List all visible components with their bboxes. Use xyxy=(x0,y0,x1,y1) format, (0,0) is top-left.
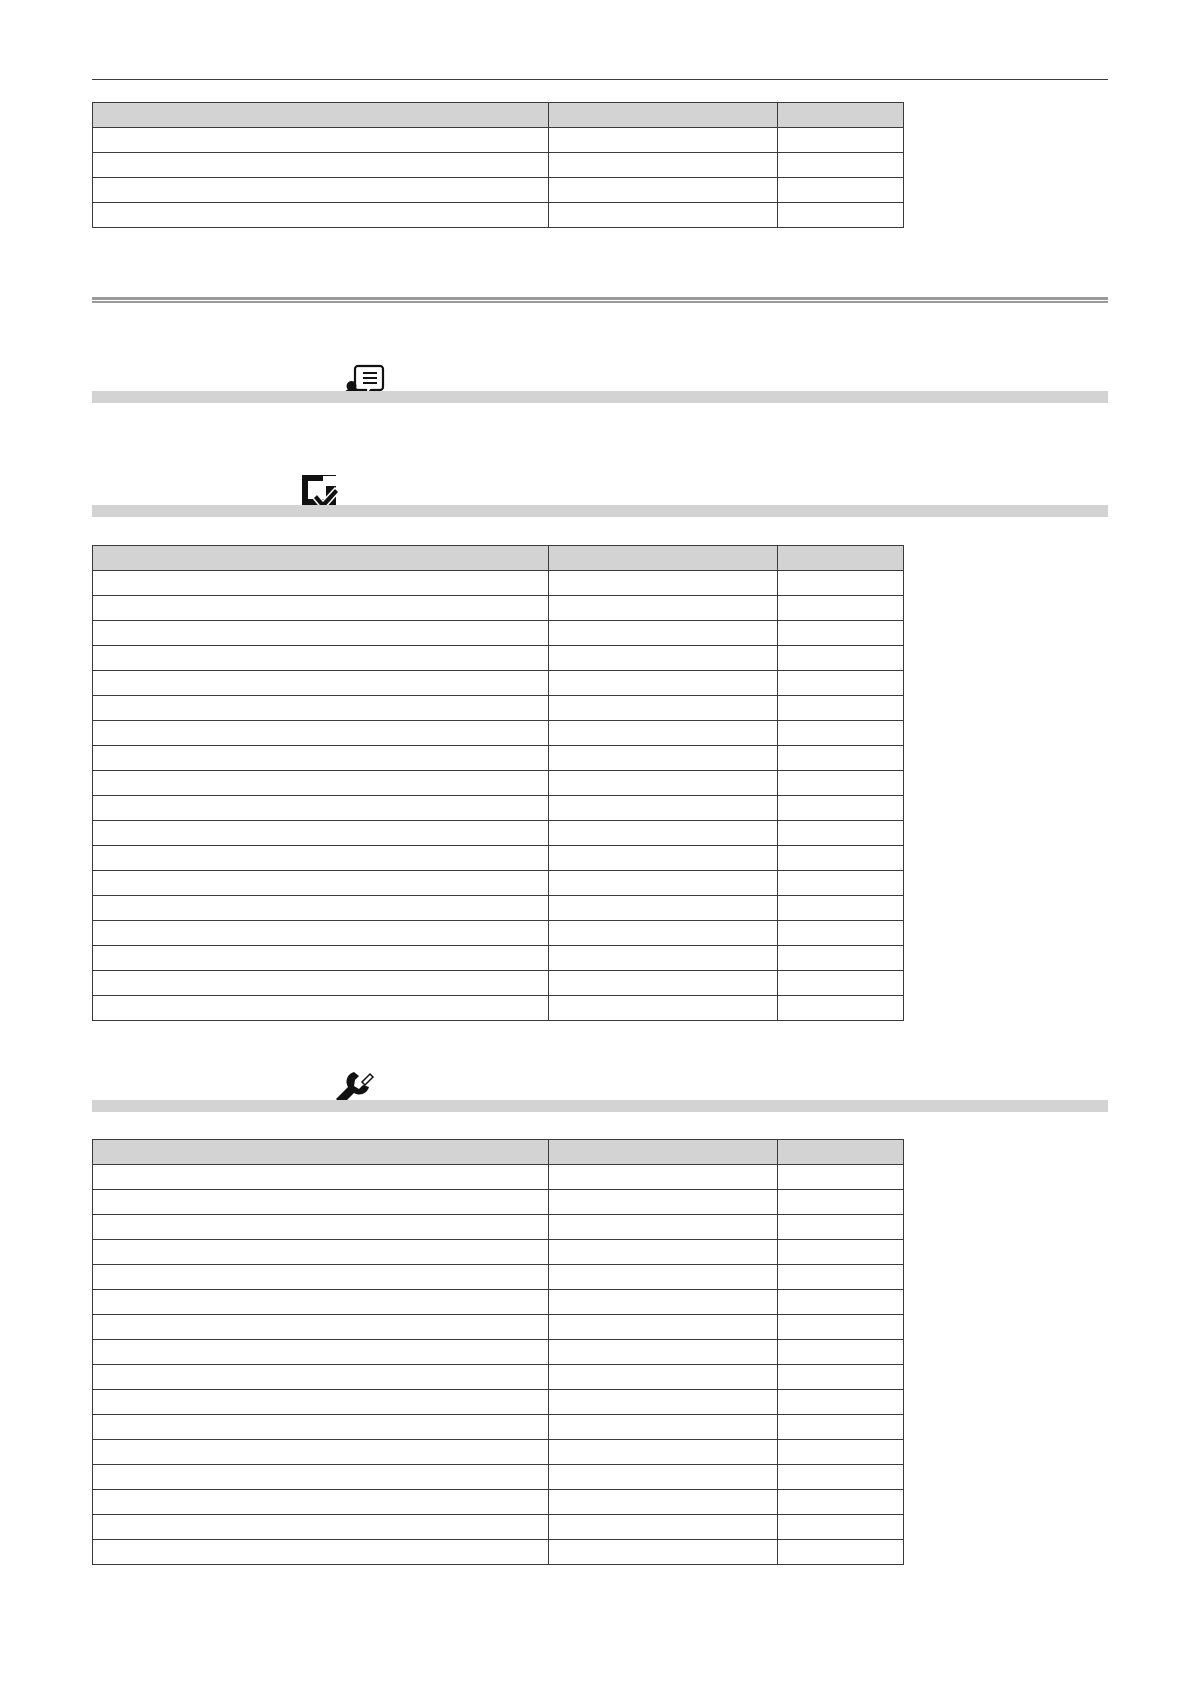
table-cell xyxy=(778,921,904,946)
table-row xyxy=(93,1265,904,1290)
table-cell xyxy=(549,721,778,746)
table-row xyxy=(93,671,904,696)
table-cell xyxy=(778,571,904,596)
table-cell xyxy=(549,571,778,596)
table-cell xyxy=(549,971,778,996)
table-cell xyxy=(93,1215,549,1240)
table-row xyxy=(93,796,904,821)
table-cell xyxy=(93,1515,549,1540)
table-cell xyxy=(778,203,904,228)
table-row xyxy=(93,771,904,796)
table-cell xyxy=(93,971,549,996)
table-cell xyxy=(778,1190,904,1215)
table-cell xyxy=(93,871,549,896)
table-cell xyxy=(778,1240,904,1265)
table-cell xyxy=(778,596,904,621)
table-row xyxy=(93,821,904,846)
section-bar-3 xyxy=(92,1100,1108,1112)
table-cell xyxy=(549,796,778,821)
table-cell xyxy=(778,696,904,721)
table-cell xyxy=(778,721,904,746)
table-cell xyxy=(778,1465,904,1490)
table-cell xyxy=(549,621,778,646)
table-cell xyxy=(549,203,778,228)
section-bar-1 xyxy=(92,391,1108,403)
column-header xyxy=(93,546,549,571)
table-row xyxy=(93,1415,904,1440)
table-cell xyxy=(778,1490,904,1515)
table-cell xyxy=(549,821,778,846)
table-row xyxy=(93,1340,904,1365)
table-cell xyxy=(778,1415,904,1440)
table-cell xyxy=(93,571,549,596)
table-cell xyxy=(549,1415,778,1440)
table-cell xyxy=(93,1290,549,1315)
table-row xyxy=(93,896,904,921)
column-header xyxy=(93,103,549,128)
column-header xyxy=(93,1140,549,1165)
table-cell xyxy=(93,1240,549,1265)
table-cell xyxy=(778,1215,904,1240)
table-cell xyxy=(549,871,778,896)
table-row xyxy=(93,1515,904,1540)
table-cell xyxy=(778,771,904,796)
table-cell xyxy=(93,821,549,846)
table-cell xyxy=(778,1290,904,1315)
table-row xyxy=(93,1215,904,1240)
table-row xyxy=(93,996,904,1021)
table-cell xyxy=(778,128,904,153)
table-cell xyxy=(93,996,549,1021)
table-cell xyxy=(93,721,549,746)
table-cell xyxy=(549,1190,778,1215)
table-cell xyxy=(93,621,549,646)
table-cell xyxy=(93,1465,549,1490)
table-cell xyxy=(778,1440,904,1465)
menu-table-maintenance xyxy=(92,1139,904,1565)
table-row xyxy=(93,721,904,746)
table-cell xyxy=(778,1315,904,1340)
table-cell xyxy=(93,1415,549,1440)
table-row xyxy=(93,203,904,228)
table-row xyxy=(93,871,904,896)
table-cell xyxy=(93,1490,549,1515)
table-row xyxy=(93,1465,904,1490)
table-cell xyxy=(549,1290,778,1315)
table-cell xyxy=(93,921,549,946)
table-cell xyxy=(93,771,549,796)
table-row xyxy=(93,846,904,871)
top-rule xyxy=(92,79,1108,80)
table-cell xyxy=(549,1515,778,1540)
menu-table-checker xyxy=(92,545,904,1021)
table-cell xyxy=(93,1390,549,1415)
table-row xyxy=(93,596,904,621)
column-header xyxy=(549,103,778,128)
table-row xyxy=(93,646,904,671)
table-cell xyxy=(549,646,778,671)
table-header-row xyxy=(93,103,904,128)
table-header-row xyxy=(93,546,904,571)
table-cell xyxy=(549,1240,778,1265)
table-row xyxy=(93,946,904,971)
table-row xyxy=(93,1490,904,1515)
table-cell xyxy=(549,1165,778,1190)
table-row xyxy=(93,971,904,996)
table-cell xyxy=(93,1365,549,1390)
table-cell xyxy=(93,1315,549,1340)
table-cell xyxy=(93,696,549,721)
table-row xyxy=(93,921,904,946)
table-cell xyxy=(778,971,904,996)
table-cell xyxy=(93,671,549,696)
table-cell xyxy=(778,1540,904,1565)
table-cell xyxy=(778,846,904,871)
table-row xyxy=(93,746,904,771)
table-cell xyxy=(93,178,549,203)
table-cell xyxy=(549,178,778,203)
table-cell xyxy=(549,746,778,771)
table-cell xyxy=(549,596,778,621)
table-cell xyxy=(778,153,904,178)
table-cell xyxy=(549,1440,778,1465)
table-cell xyxy=(549,1315,778,1340)
table-cell xyxy=(93,1440,549,1465)
table-cell xyxy=(778,996,904,1021)
table-cell xyxy=(93,203,549,228)
table-cell xyxy=(778,1165,904,1190)
table-cell xyxy=(778,746,904,771)
table-row xyxy=(93,1365,904,1390)
table-cell xyxy=(778,621,904,646)
table-cell xyxy=(549,1540,778,1565)
column-header xyxy=(549,546,778,571)
table-cell xyxy=(549,846,778,871)
table-cell xyxy=(549,153,778,178)
column-header xyxy=(778,1140,904,1165)
table-row xyxy=(93,1290,904,1315)
table-cell xyxy=(93,1265,549,1290)
chapter-separator xyxy=(92,297,1108,303)
table-cell xyxy=(778,1515,904,1540)
table-row xyxy=(93,1390,904,1415)
table-cell xyxy=(549,896,778,921)
column-header xyxy=(778,546,904,571)
table-cell xyxy=(778,946,904,971)
table-cell xyxy=(93,153,549,178)
section-bar-2 xyxy=(92,505,1108,517)
table-cell xyxy=(93,128,549,153)
table-row xyxy=(93,1165,904,1190)
table-cell xyxy=(778,796,904,821)
table-cell xyxy=(778,671,904,696)
table-cell xyxy=(778,1265,904,1290)
table-row xyxy=(93,621,904,646)
table-row xyxy=(93,1190,904,1215)
table-cell xyxy=(93,746,549,771)
table-cell xyxy=(93,796,549,821)
table-cell xyxy=(549,1365,778,1390)
table-row xyxy=(93,1240,904,1265)
table-cell xyxy=(93,896,549,921)
table-row xyxy=(93,571,904,596)
table-cell xyxy=(549,1265,778,1290)
table-cell xyxy=(549,946,778,971)
table-row xyxy=(93,178,904,203)
table-cell xyxy=(778,821,904,846)
table-cell xyxy=(93,946,549,971)
table-row xyxy=(93,696,904,721)
table-cell xyxy=(93,846,549,871)
table-cell xyxy=(549,128,778,153)
table-cell xyxy=(778,896,904,921)
table-cell xyxy=(549,1390,778,1415)
table-cell xyxy=(778,1365,904,1390)
table-row xyxy=(93,1315,904,1340)
table-cell xyxy=(549,671,778,696)
table-cell xyxy=(93,596,549,621)
table-row xyxy=(93,153,904,178)
table-cell xyxy=(549,1490,778,1515)
table-cell xyxy=(549,1465,778,1490)
table-row xyxy=(93,128,904,153)
column-header xyxy=(549,1140,778,1165)
table-cell xyxy=(778,646,904,671)
table-cell xyxy=(93,1540,549,1565)
table-cell xyxy=(549,771,778,796)
table-cell xyxy=(549,1340,778,1365)
table-cell xyxy=(93,1190,549,1215)
menu-table-top xyxy=(92,102,904,228)
table-row xyxy=(93,1540,904,1565)
table-cell xyxy=(778,871,904,896)
table-cell xyxy=(93,1340,549,1365)
table-cell xyxy=(778,1340,904,1365)
table-row xyxy=(93,1440,904,1465)
table-cell xyxy=(549,921,778,946)
table-cell xyxy=(549,696,778,721)
table-cell xyxy=(778,178,904,203)
column-header xyxy=(778,103,904,128)
table-cell xyxy=(93,1165,549,1190)
table-cell xyxy=(549,1215,778,1240)
table-header-row xyxy=(93,1140,904,1165)
table-cell xyxy=(93,646,549,671)
table-cell xyxy=(549,996,778,1021)
table-cell xyxy=(778,1390,904,1415)
